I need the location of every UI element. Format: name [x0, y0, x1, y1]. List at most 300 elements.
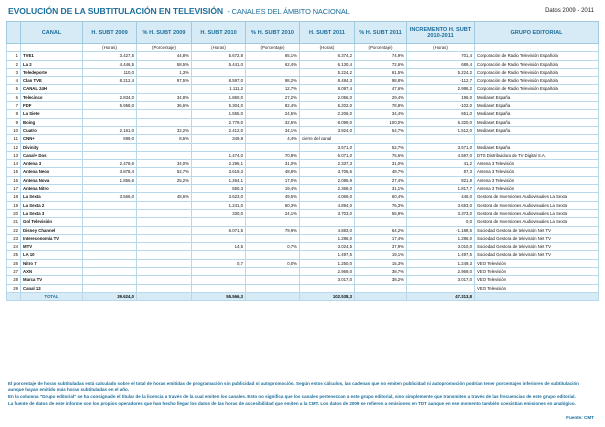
- pct-2010: [246, 284, 300, 292]
- pct-2009: [137, 251, 192, 259]
- pct-2009: 34,8%: [137, 93, 192, 101]
- channel-name: CNN+: [21, 135, 83, 143]
- footnote: La fuente de datos de este informe son los propios operadores que han hecho llegar los datos de las horas de accesibilidad que emiten a la CMT. Los datos de 2009 se refieren a emisiones en TDT aunque en ese momento también coexistían emisiones en analógico.: [8, 400, 576, 406]
- pct-2011: 55,9%: [355, 209, 407, 217]
- editorial-group: Gestora de Inversiones Audiovisuales La Sexta: [475, 201, 599, 209]
- table-row: [7, 93, 599, 101]
- increment-2010-2011: 2.986,2: [407, 85, 475, 93]
- header-pct-2009: % H. SUBT 2009: [137, 22, 192, 44]
- header-pct-2011: % H. SUBT 2011: [355, 22, 407, 44]
- editorial-group: Sociedad Gestora de televisión Net TV: [475, 234, 599, 242]
- pct-2010: 49,5%: [246, 193, 300, 201]
- pct-2009: [137, 185, 192, 193]
- editorial-group: Sociedad Gestora de televisión Net TV: [475, 226, 599, 234]
- hours-2010: 3.623,0: [192, 193, 246, 201]
- editorial-group: DTS Distribuidora de TV Digital S.A.: [475, 151, 599, 159]
- increment-2010-2011: 1.497,5: [407, 251, 475, 259]
- row-index: 5: [7, 85, 21, 93]
- channel-name: Gol Televisión: [21, 218, 83, 226]
- pct-2009: 48,6%: [137, 193, 192, 201]
- pct-2010: [246, 143, 300, 151]
- hours-2011: 2.206,0: [300, 110, 355, 118]
- pct-2011: 61,5%: [355, 68, 407, 76]
- channel-name: La Sexta: [21, 193, 83, 201]
- pct-2010: [246, 276, 300, 284]
- hours-2011: 2.056,0: [300, 93, 355, 101]
- hours-2010: 3.619,3: [192, 168, 246, 176]
- pct-2009: 97,5%: [137, 77, 192, 85]
- channel-name: Teledeporte: [21, 68, 83, 76]
- hours-2011: 2.337,3: [300, 160, 355, 168]
- hours-2010: [192, 143, 246, 151]
- pct-2009: [137, 243, 192, 251]
- table-row: [7, 284, 599, 292]
- pct-2010: 32,6%: [246, 118, 300, 126]
- hours-2010: 1.860,0: [192, 93, 246, 101]
- pct-2009: [137, 201, 192, 209]
- row-index: 6: [7, 93, 21, 101]
- row-index: 22: [7, 226, 21, 234]
- pct-2011: 74,9%: [355, 52, 407, 60]
- pct-2009: [137, 268, 192, 276]
- row-index: 9: [7, 118, 21, 126]
- header-row: [7, 22, 599, 44]
- unit-cell: (Horas): [407, 44, 475, 52]
- row-index: 26: [7, 259, 21, 267]
- row-index: 11: [7, 135, 21, 143]
- hours-2011: 3.024,5: [300, 243, 355, 251]
- table-row: [7, 176, 599, 184]
- hours-2009: 5.958,0: [83, 102, 137, 110]
- pct-2011: 19,1%: [355, 251, 407, 259]
- table-row: [7, 259, 599, 267]
- table-row: [7, 251, 599, 259]
- pct-2010: 34,1%: [246, 126, 300, 134]
- channel-name: Canal+ Dos: [21, 151, 83, 159]
- row-index: 8: [7, 110, 21, 118]
- pct-2009: 25,2%: [137, 176, 192, 184]
- pct-2010: 82,4%: [246, 102, 300, 110]
- pct-2011: 64,2%: [355, 226, 407, 234]
- increment-2010-2011: 3.017,0: [407, 276, 475, 284]
- pct-2010: [246, 234, 300, 242]
- pct-2009: 8,5%: [137, 135, 192, 143]
- hours-2011: [300, 218, 355, 226]
- channel-name: MTV: [21, 243, 83, 251]
- channel-name: Intereconomía TV: [21, 234, 83, 242]
- editorial-group: VEO Televisión: [475, 259, 599, 267]
- pct-2010: 17,0%: [246, 176, 300, 184]
- hours-2011: 4.894,0: [300, 201, 355, 209]
- table-row: [7, 118, 599, 126]
- table-row: [7, 77, 599, 85]
- header-h-2009: H. SUBT 2009: [83, 22, 137, 44]
- unit-cell: [7, 44, 21, 52]
- editorial-group: Antena 3 Televisión: [475, 176, 599, 184]
- hours-2011: 6.130,4: [300, 60, 355, 68]
- editorial-group: [475, 135, 599, 143]
- increment-2010-2011: 1.512,0: [407, 126, 475, 134]
- unit-cell: (Horas): [300, 44, 355, 52]
- increment-2010-2011: 3.373,0: [407, 209, 475, 217]
- hours-2010: 2.779,0: [192, 118, 246, 126]
- editorial-group: Mediaset España: [475, 118, 599, 126]
- channel-name: Antena Nitro: [21, 185, 83, 193]
- hours-2009: [83, 234, 137, 242]
- header-increment: INCREMENTO H. SUBT 2010-2011: [407, 22, 475, 44]
- hours-2010: 8.597,0: [192, 77, 246, 85]
- editorial-group: Corporación de Radio Televisión Española: [475, 52, 599, 60]
- channel-name: CANAL 24H: [21, 85, 83, 93]
- hours-2009: [83, 85, 137, 93]
- row-index: 19: [7, 201, 21, 209]
- pct-2011: 78,8%: [355, 102, 407, 110]
- pct-2010: [246, 268, 300, 276]
- increment-2010-2011: 2.969,0: [407, 268, 475, 276]
- increment-2010-2011: 0,0: [407, 218, 475, 226]
- header-group: GRUPO EDITORIAL: [475, 22, 599, 44]
- unit-cell: [475, 44, 599, 52]
- total-blank: [246, 292, 300, 300]
- total-h-2010: 55.566,3: [192, 292, 246, 300]
- table-row: [7, 85, 599, 93]
- editorial-group: Antena 3 Televisión: [475, 185, 599, 193]
- row-index: 24: [7, 243, 21, 251]
- pct-2010: 62,4%: [246, 60, 300, 68]
- pct-2011: [355, 218, 407, 226]
- pct-2010: 0,7%: [246, 243, 300, 251]
- header-h-2011: H. SUBT 2011: [300, 22, 355, 44]
- editorial-group: Sociedad Gestora de televisión Net TV: [475, 243, 599, 251]
- hours-2011: 1.250,0: [300, 259, 355, 267]
- editorial-group: Mediaset España: [475, 93, 599, 101]
- total-blank: [475, 292, 599, 300]
- hours-2011: 4.883,0: [300, 226, 355, 234]
- pct-2011: 27,4%: [355, 176, 407, 184]
- total-label: TOTAL: [21, 292, 83, 300]
- channel-name: Clan TVE: [21, 77, 83, 85]
- channel-closed-note: cierre del canal: [300, 135, 407, 143]
- pct-2010: 0,0%: [246, 259, 300, 267]
- hours-2011: 6.374,2: [300, 52, 355, 60]
- hours-2009: 2.478,6: [83, 160, 137, 168]
- channel-name: Disney Channel: [21, 226, 83, 234]
- pct-2011: 47,6%: [355, 85, 407, 93]
- hours-2010: 5.441,0: [192, 60, 246, 68]
- pct-2009: [137, 209, 192, 217]
- hours-2009: [83, 284, 137, 292]
- pct-2009: [137, 259, 192, 267]
- row-index: 1: [7, 52, 21, 60]
- hours-2009: [83, 251, 137, 259]
- hours-2010: 2.296,1: [192, 160, 246, 168]
- table-row: [7, 60, 599, 68]
- pct-2010: 24,5%: [246, 110, 300, 118]
- hours-2010: 1.474,0: [192, 151, 246, 159]
- header-index: [7, 22, 21, 44]
- hours-2009: 3.566,0: [83, 193, 137, 201]
- pct-2009: [137, 110, 192, 118]
- pct-2011: 15,3%: [355, 259, 407, 267]
- editorial-group: Sociedad Gestora de televisión Net TV: [475, 251, 599, 259]
- hours-2011: 8.099,0: [300, 118, 355, 126]
- row-index: 7: [7, 102, 21, 110]
- hours-2009: [83, 276, 137, 284]
- hours-2010: 6.071,5: [192, 226, 246, 234]
- pct-2009: 58,5%: [137, 60, 192, 68]
- total-blank: [7, 292, 21, 300]
- unit-cell: [21, 44, 83, 52]
- channel-name: Cuatro: [21, 126, 83, 134]
- channel-name: Antena Neox: [21, 168, 83, 176]
- hours-2009: 4.446,5: [83, 60, 137, 68]
- increment-2010-2011: 41,2: [407, 160, 475, 168]
- pct-2011: 29,4%: [355, 93, 407, 101]
- hours-2011: 6.071,0: [300, 151, 355, 159]
- pct-2011: 31,1%: [355, 185, 407, 193]
- hours-2009: [83, 243, 137, 251]
- title-text: EVOLUCIÓN DE LA SUBTITULACIÓN EN TELEVISIÓN: [8, 6, 224, 16]
- footnote: El porcentaje de horas subtituladas está calculado sobre el total de horas emitidas de programación sin publicidad ni autopromoción. Según estos cálculos, las cadenas que no emiten publicidad ni autopromoción podrían tener porcentajes inferiores de subtitulación aunque hayan emitido más horas subtituladas en el año.: [8, 381, 579, 392]
- editorial-group: Antena 3 Televisión: [475, 168, 599, 176]
- row-index: 20: [7, 209, 21, 217]
- editorial-group: VEO Televisión: [475, 284, 599, 292]
- hours-2010: 349,8: [192, 135, 246, 143]
- table-row: [7, 52, 599, 60]
- hours-2011: 1.286,0: [300, 234, 355, 242]
- hours-2010: 1.555,0: [192, 110, 246, 118]
- hours-2011: 2.969,0: [300, 268, 355, 276]
- row-index: 25: [7, 251, 21, 259]
- editorial-group: Gestora de Inversiones Audiovisuales La Sexta: [475, 218, 599, 226]
- hours-2010: 1.241,0: [192, 201, 246, 209]
- total-increment: 47.313,8: [407, 292, 475, 300]
- subtitling-table: [6, 21, 599, 301]
- hours-2011: 3.017,0: [300, 276, 355, 284]
- editorial-group: Gestora de Inversiones Audiovisuales La Sexta: [475, 193, 599, 201]
- pct-2010: 79,9%: [246, 226, 300, 234]
- channel-name: LA 10: [21, 251, 83, 259]
- increment-2010-2011: 651,0: [407, 110, 475, 118]
- hours-2011: 4.069,0: [300, 193, 355, 201]
- row-index: 28: [7, 276, 21, 284]
- pct-2010: [246, 68, 300, 76]
- hours-2011: 5.224,2: [300, 68, 355, 76]
- pct-2011: 76,3%: [355, 201, 407, 209]
- channel-name: Divinity: [21, 143, 83, 151]
- pct-2011: 72,6%: [355, 60, 407, 68]
- channel-name: La Sexta 3: [21, 209, 83, 217]
- pct-2011: 17,4%: [355, 234, 407, 242]
- hours-2011: 8.484,3: [300, 77, 355, 85]
- unit-cell: (Porcentaje): [246, 44, 300, 52]
- pct-2009: [137, 143, 192, 151]
- increment-2010-2011: [407, 135, 475, 143]
- increment-2010-2011: 1.817,7: [407, 185, 475, 193]
- hours-2009: [83, 185, 137, 193]
- pct-2011: 34,4%: [355, 110, 407, 118]
- channel-name: FDF: [21, 102, 83, 110]
- hours-2009: 3.878,4: [83, 168, 137, 176]
- pct-2009: [137, 234, 192, 242]
- hours-2009: 3.427,5: [83, 52, 137, 60]
- hours-2010: 1.264,1: [192, 176, 246, 184]
- table-row: [7, 193, 599, 201]
- pct-2010: 27,2%: [246, 93, 300, 101]
- table-row: [7, 68, 599, 76]
- increment-2010-2011: 3.653,0: [407, 201, 475, 209]
- pct-2009: [137, 226, 192, 234]
- hours-2010: [192, 268, 246, 276]
- pct-2011: 60,4%: [355, 193, 407, 201]
- header-canal: CANAL: [21, 22, 83, 44]
- pct-2009: 32,2%: [137, 126, 192, 134]
- hours-2009: [83, 226, 137, 234]
- hours-2009: [83, 143, 137, 151]
- hours-2009: [83, 110, 137, 118]
- channel-name: La Siete: [21, 110, 83, 118]
- total-blank: [355, 292, 407, 300]
- hours-2011: 1.497,5: [300, 251, 355, 259]
- row-index: 3: [7, 68, 21, 76]
- pct-2009: [137, 151, 192, 159]
- hours-2010: [192, 251, 246, 259]
- hours-2010: 2.412,0: [192, 126, 246, 134]
- hours-2010: 5.672,8: [192, 52, 246, 60]
- row-index: 21: [7, 218, 21, 226]
- row-index: 12: [7, 143, 21, 151]
- units-row: [7, 44, 599, 52]
- hours-2010: [192, 276, 246, 284]
- hours-2010: 330,0: [192, 209, 246, 217]
- pct-2011: 75,6%: [355, 151, 407, 159]
- increment-2010-2011: 821,8: [407, 176, 475, 184]
- pct-2009: [137, 85, 192, 93]
- hours-2010: 550,3: [192, 185, 246, 193]
- editorial-group: Mediaset España: [475, 143, 599, 151]
- row-index: 14: [7, 160, 21, 168]
- pct-2010: 98,2%: [246, 77, 300, 85]
- hours-2011: 3.703,0: [300, 209, 355, 217]
- row-index: 15: [7, 168, 21, 176]
- channel-name: Nitro 7: [21, 259, 83, 267]
- table-row: [7, 110, 599, 118]
- table-row: [7, 185, 599, 193]
- header-h-2010: H. SUBT 2010: [192, 22, 246, 44]
- editorial-group: Corporación de Radio Televisión Española: [475, 60, 599, 68]
- hours-2010: 14,5: [192, 243, 246, 251]
- row-index: 27: [7, 268, 21, 276]
- table-row: [7, 102, 599, 110]
- increment-2010-2011: -102,0: [407, 102, 475, 110]
- pct-2009: [137, 284, 192, 292]
- channel-name: AXN: [21, 268, 83, 276]
- hours-2009: [83, 209, 137, 217]
- hours-2010: [192, 218, 246, 226]
- pct-2009: [137, 276, 192, 284]
- pct-2010: 70,9%: [246, 151, 300, 159]
- increment-2010-2011: 3.010,0: [407, 243, 475, 251]
- increment-2010-2011: 689,4: [407, 60, 475, 68]
- header-pct-2010: % H. SUBT 2010: [246, 22, 300, 44]
- pct-2009: 44,8%: [137, 52, 192, 60]
- channel-name: Marca TV: [21, 276, 83, 284]
- hours-2011: 3.924,0: [300, 126, 355, 134]
- footnotes: [8, 381, 596, 408]
- hours-2010: [192, 284, 246, 292]
- pct-2011: 48,7%: [355, 168, 407, 176]
- row-index: 17: [7, 185, 21, 193]
- editorial-group: Corporación de Radio Televisión Española: [475, 77, 599, 85]
- pct-2011: 52,7%: [355, 143, 407, 151]
- table-row: [7, 268, 599, 276]
- table-row: [7, 201, 599, 209]
- increment-2010-2011: -1.188,5: [407, 226, 475, 234]
- row-index: 13: [7, 151, 21, 159]
- total-row: [7, 292, 599, 300]
- hours-2010: 5.304,0: [192, 102, 246, 110]
- table-row: [7, 135, 599, 143]
- row-index: 29: [7, 284, 21, 292]
- total-h-2009: 39.624,0: [83, 292, 137, 300]
- unit-cell: (Horas): [192, 44, 246, 52]
- table-row: [7, 276, 599, 284]
- increment-2010-2011: 3.571,0: [407, 143, 475, 151]
- hours-2011: 3.706,6: [300, 168, 355, 176]
- pct-2010: 48,8%: [246, 168, 300, 176]
- pct-2009: 52,7%: [137, 168, 192, 176]
- hours-2009: 2.834,0: [83, 93, 137, 101]
- hours-2011: 5.202,0: [300, 102, 355, 110]
- increment-2010-2011: 1.286,0: [407, 234, 475, 242]
- pct-2009: 34,0%: [137, 160, 192, 168]
- pct-2011: 54,7%: [355, 126, 407, 134]
- increment-2010-2011: 1.249,3: [407, 259, 475, 267]
- increment-2010-2011: 87,3: [407, 168, 475, 176]
- row-index: 18: [7, 193, 21, 201]
- pct-2010: 4,4%: [246, 135, 300, 143]
- pct-2009: [137, 118, 192, 126]
- table-row: [7, 168, 599, 176]
- row-index: 10: [7, 126, 21, 134]
- pct-2010: 65,1%: [246, 52, 300, 60]
- table-row: [7, 209, 599, 217]
- increment-2010-2011: -112,7: [407, 77, 475, 85]
- pct-2011: 98,8%: [355, 77, 407, 85]
- increment-2010-2011: 4.597,0: [407, 151, 475, 159]
- table-row: [7, 226, 599, 234]
- table-row: [7, 160, 599, 168]
- hours-2009: [83, 201, 137, 209]
- pct-2011: 38,2%: [355, 276, 407, 284]
- pct-2011: 100,0%: [355, 118, 407, 126]
- hours-2010: [192, 68, 246, 76]
- table-row: [7, 234, 599, 242]
- hours-2009: [83, 259, 137, 267]
- increment-2010-2011: 196,0: [407, 93, 475, 101]
- editorial-group: VEO Televisión: [475, 276, 599, 284]
- editorial-group: Mediaset España: [475, 126, 599, 134]
- increment-2010-2011: 446,0: [407, 193, 475, 201]
- table-row: [7, 218, 599, 226]
- channel-name: Antena Nova: [21, 176, 83, 184]
- total-h-2011: 102.538,3: [300, 292, 355, 300]
- hours-2009: 1.856,6: [83, 176, 137, 184]
- pct-2011: [355, 284, 407, 292]
- pct-2011: 37,9%: [355, 243, 407, 251]
- pct-2010: 31,0%: [246, 160, 300, 168]
- table-row: [7, 243, 599, 251]
